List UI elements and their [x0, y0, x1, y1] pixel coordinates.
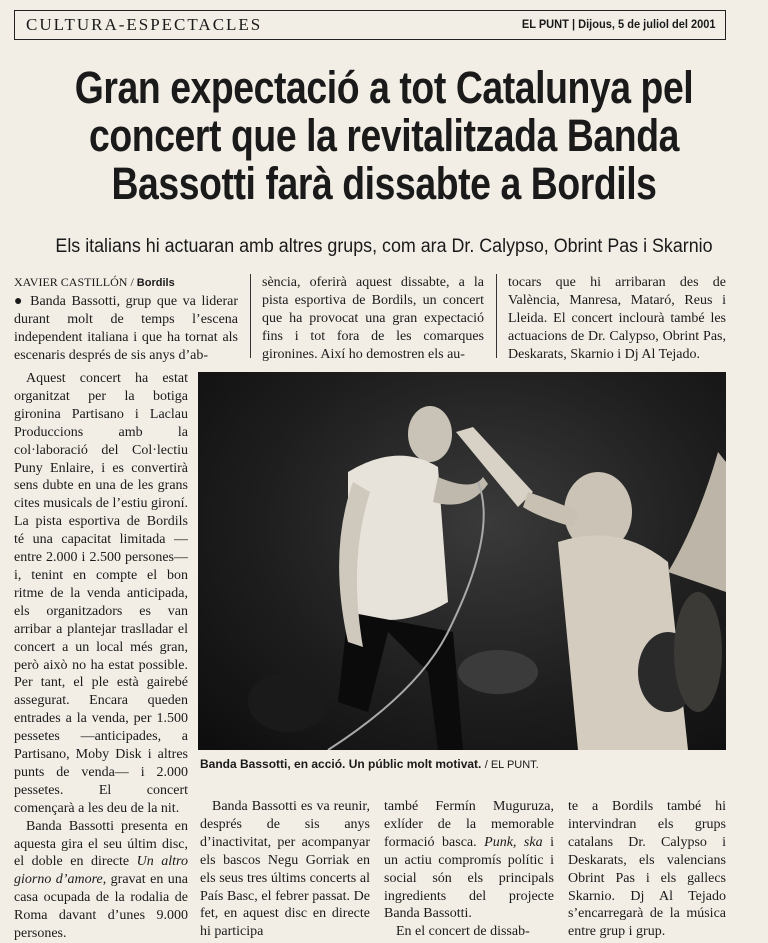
subtitle: Els italians hi actuaran amb altres grups, com ara Dr. Calypso, Obrint Pas i Skarnio	[55, 236, 713, 257]
publication-date: Dijous, 5 de juliol del 2001	[578, 17, 716, 31]
lead-paragraph-3: tocars que hi arribaran des de València, Manresa, Mataró, Reus i Lleida. El concert inclourà també les actuacions de Dr. Calypso, Obrint Pas, Deskarats, Skarnio i Dj Al Tejado.	[508, 275, 726, 362]
body-column-1	[14, 370, 188, 943]
publication-name: EL PUNT	[522, 17, 570, 31]
lead-column-1	[14, 274, 238, 365]
album-title: Un altro giorno d’amore	[14, 854, 188, 888]
byline-place: Bordils	[136, 277, 175, 289]
publication-dateline: EL PUNT | Dijous, 5 de juliol del 2001	[522, 17, 716, 31]
body-paragraph: Aquest concert ha estat organitzat per la botiga gironina Partisano i Laclau Produccions amb la col·laboració del Col·lectiu Puny Enlaire, i es convertirà sens dubte en una de les grans cites musicals de l’estiu gironí. La pista esportiva de Bordils té una capacitat limitada —entre 2.000 i 2.500 persones— i, tenint en compte el bon ritme de la venda anticipada, els organitzadors es van arribar a plantejar traslladar el concert a un local més gran, però això no ha estat possible. Per tant, el ple està gairebé assegurat. Encara queden entrades a la venda, per 1.500 pessetes —anticipades, a Partisano, Moby Disk i altres punts de venda— i 2.000 pessetes. El concert començarà a les deu de la nit.	[14, 371, 188, 816]
lead-paragraph-1: ● Banda Bassotti, grup que va liderar durant molt de temps l’escena independent italiana i que ha tornat als escenaris després de sis anys d’ab-	[14, 293, 238, 363]
body-paragraph: Banda Bassotti es va reunir, després de sis anys d’inactivitat, per acompanyar els bascos Negu Gorriak en els seus tres últims concerts al País Basc, el febrer passat. De fet, en aquest disc en directe hi participa	[200, 799, 370, 940]
body-paragraph: Banda Bassotti presenta en aquesta gira el seu últim disc, el doble en directe Un altro giorno d’amore, gravat en una casa ocupada de la rodalia de Roma davant d’unes 9.000 persones.	[14, 818, 188, 942]
concert-photo	[198, 372, 726, 750]
body-paragraph: també Fermín Muguruza, exlíder de la memorable formació basca. Punk, ska i un actiu compromís polític i social són els principals ingredients del projecte Banda Bassotti.	[384, 799, 555, 922]
bullet: ●	[14, 293, 25, 309]
headline: Gran expectació a tot Catalunya pel concert que la revitalitzada Banda Bassotti farà dissabte a Bordils	[74, 62, 694, 209]
body-column-4	[568, 798, 726, 941]
photo-caption	[200, 757, 539, 771]
lead-column-3	[508, 274, 726, 364]
photo-credit: / EL PUNT.	[484, 759, 539, 771]
column-divider	[250, 274, 251, 358]
lead-column-2	[262, 274, 484, 364]
caption-text: Banda Bassotti, en acció. Un públic molt motivat.	[200, 757, 482, 771]
body-paragraph: te a Bordils també hi intervindran els grups catalans Dr. Calypso i Deskarats, els valencians Obrint Pas i els gallecs Skarnio. Dj Al Tejado s’encarregarà de la música entre grup i grup.	[568, 799, 726, 940]
byline: XAVIER CASTILLÓN / Bordils	[14, 275, 175, 289]
byline-author: XAVIER CASTILLÓN	[14, 275, 128, 289]
concert-photo-image	[198, 372, 726, 750]
column-divider	[496, 274, 497, 358]
body-column-2	[200, 798, 370, 941]
body-column-3	[384, 798, 554, 941]
lead-paragraph-2: sència, oferirà aquest dissabte, a la pista esportiva de Bordils, un concert que ha provocat una gran expectació fins i tot fora de les comarques gironines. Així ho demostren els au-	[262, 275, 484, 362]
genre-italic: Punk, ska	[484, 834, 543, 850]
section-name: CULTURA-ESPECTACLES	[26, 15, 263, 34]
body-paragraph: En el concert de dissab-	[396, 924, 530, 940]
